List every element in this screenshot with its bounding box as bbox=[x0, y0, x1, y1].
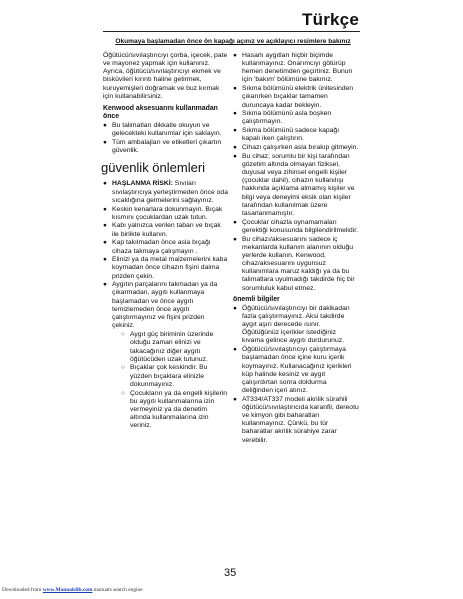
footer-suffix: manuals search engine bbox=[92, 587, 143, 593]
list-item: ● Bu cihazı/aksesuarını sadece iç mekanlarda kullanım alanının olduğu yerlerde kullanın. Kenwood, cihaz/aksesuarını uygunsuz kullanımlara maruz kaldığı ya da bu talimatlara uyulmadığı takdirde hiç bir sorumluluk kabul etmez. bbox=[233, 236, 359, 293]
title-rule bbox=[103, 31, 360, 32]
left-column bbox=[103, 52, 229, 431]
kenwood-list bbox=[103, 122, 229, 155]
subtitle: Okumaya başlamadan önce ön kapağı açınız ve açıklayıcı resimlere bakınız bbox=[115, 38, 351, 45]
sub-list-item: ○ Aygıt güç biriminin üzerinde olduğu zaman elinizi ve takacağınız diğer aygıtı öğütücüden uzak tutunuz. bbox=[112, 331, 229, 364]
footer-prefix: Downloaded from bbox=[2, 587, 43, 593]
list-item: ● Öğütücü/sıvılaştırıcıyı bir dakikadan fazla çalıştırmayınız. Aksi takdirde aygıt aşırı derecede ısınır. Öğütüğünüz içerikler istediğiniz kıvama gelince aygıtı durdurunuz. bbox=[233, 305, 359, 346]
list-item: ● AT334/AT337 modeli akrilik sürahili öğütücü/sıvılaştırıcıda karanfil, dereotu ve kimyon gibi baharatları kullanmayınız. Çünkü, bu tür baharatlar akrilik sürahiye zarar verebilir. bbox=[233, 396, 359, 445]
list-item: ● Kabı yalnızca verilen taban ve bıçak ile birlikte kullanın. bbox=[103, 222, 229, 238]
list-item: ● Tüm ambalajları ve etiketleri çıkartın güvenlik. bbox=[103, 139, 229, 155]
right-column bbox=[233, 52, 359, 445]
list-item-text: Aygıtın parçalarını takmadan ya da çıkarmadan, aygıtı kullanmaya başlamadan ve önce aygıtı temizlemeden önce aygıtı çalıştırmayınız ve fişini prizden çekiniz. bbox=[112, 281, 218, 330]
list-item: ● Sıkma bölümünü sadece kapağı kapalı iken çalıştırın. bbox=[233, 127, 359, 143]
list-item: ● Çocuklar cihazla oynamamaları gerektiği konusunda bilgilendirilmelidir. bbox=[233, 219, 359, 235]
list-item: ● Kap takılmadan önce asla bıçağı cihaza takmaya çalışmayın . bbox=[103, 239, 229, 255]
list-item: ● Cihazı çalışırken asla bırakıp gitmeyin. bbox=[233, 144, 359, 152]
page-number: 35 bbox=[224, 567, 237, 579]
manualslib-link[interactable]: www.Manualslib.com bbox=[42, 587, 93, 593]
list-item: ● Sıkma bölümünü elektrik ünitesinden çıkarırken bıçaklar tamamen duruncaya kadar bekleyin. bbox=[233, 85, 359, 109]
safety-list bbox=[103, 180, 229, 430]
safety-heading: güvenlik önlemleri bbox=[101, 160, 206, 176]
important-heading: önemli bilgiler bbox=[233, 295, 280, 303]
list-item: ● Bu cihaz; sorumlu bir kişi tarafından gözetim altında olmayan fiziksel, duyusal veya zihinsel engelli kişiler (çocuklar dahil), cihazın kullanılışı hakkında açıklama almamış kişiler ve bilgi veya deneyimi eksik olan kişiler tarafından kullanılmak üzere tasarlanmamıştır. bbox=[233, 153, 359, 218]
list-item: ● Bu talimatları dikkatle okuyun ve gelecekteki kullanımlar için saklayın. bbox=[103, 122, 229, 138]
hazard-label: HAŞLANMA RİSKİ: bbox=[112, 180, 173, 188]
right-safety-list bbox=[233, 52, 359, 293]
intro-paragraph: Öğütücü/sıvılaştırıcıyı çorba, içecek, pate ve mayonez yapmak için kullanınız. Ayrıca, öğütücü/sıvılaştırıcıyı ekmek ve bisküvileri kırıntı haline getirmek, kuruyemişleri doğramak ve buz kırmak için kullanabilirsiniz. bbox=[103, 52, 228, 100]
hazard-item bbox=[103, 180, 229, 204]
download-footer bbox=[2, 587, 143, 593]
important-list bbox=[233, 305, 359, 445]
page-title: Türkçe bbox=[302, 10, 359, 29]
list-item: ● Keskin kenarlara dokunmayın. Bıçak kısmını çocuklardan uzak tutun. bbox=[103, 206, 229, 222]
list-item: ● Hasarlı aygıtları hiçbir biçimde kullanmayınız. Onarımcıyı götürüp hemen denetimden geçirtiniz. Bunun için 'bakım' bölümüne bakınız. bbox=[233, 52, 359, 85]
kenwood-heading: Kenwood aksesuarını kullanmadan önce bbox=[103, 104, 218, 121]
list-item: ● Öğütücü/sıvılaştırıcıyı çalıştırmaya başlamadan önce içine kuru içerik koymayınız. Kullanacağınız içerikleri küp halinde kesiniz ve aygıt çalışırdırtan sonra doldurma deliğinden içeri atınız. bbox=[233, 346, 359, 395]
hazard-text: Sıvıları sıvılaştırıcıya yerleştirmeden önce oda sıcaklığına gelmelerini sağlayınız. bbox=[112, 180, 228, 204]
sub-list-item: ○ Çocukların ya da engelli kişilerin bu aygıtı kullanmalarına izin vermeyiniz ya da denetim altında kullanmalarına izin veriniz. bbox=[112, 390, 229, 431]
sub-list-item: ○ Bıçaklar çok keskindir. Bu yüzden bıçaklara elinizle dokunmayınız. bbox=[112, 364, 229, 388]
list-item: ● Sıkma bölümünü asla boşken çalıştırmayın. bbox=[233, 110, 359, 126]
sub-list bbox=[112, 331, 229, 430]
list-item: ● Elinizi ya da metal malzemelerini kaba koymadan önce cihazın fişini daima prizden çekin. bbox=[103, 256, 229, 280]
list-item bbox=[103, 281, 229, 430]
